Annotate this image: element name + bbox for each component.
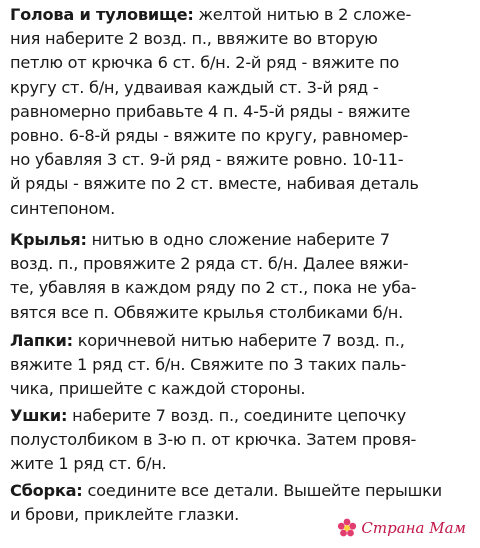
text-line: вяжите 1 ряд ст. б/н. Свяжите по 3 таких паль- [10,355,407,375]
section-heading: Ушки: [10,406,68,425]
text-line [10,404,472,428]
text-line [10,329,472,353]
section-text: желтой нитью в 2 сложе- [198,5,412,24]
text-line: й ряды - вяжите по 2 ст. вместе, набивая деталь [10,174,419,194]
section-wings [10,228,472,325]
text-line: но убавляя 3 ст. 9-й ряд - вяжите ровно. 10-11- [10,150,404,170]
section-text: соедините все детали. Вышейте перышки [87,481,442,500]
section-paws [10,329,472,402]
text-line [10,3,472,27]
text-line: ровно. 6-8-й ряды - вяжите по кругу, равномер- [10,125,409,145]
section-heading: Крылья: [10,230,87,249]
section-text: нитью в одно сложение наберите 7 [91,230,390,249]
text-line [10,228,472,252]
text-line: жите 1 ряд ст. б/н. [10,454,167,474]
text-line: те, убавляя в каждом ряду по 2 ст., пока не уба- [10,278,417,298]
section-heading: Голова и туловище: [10,5,194,24]
text-line: ния наберите 2 возд. п., ввяжите во вторую [10,29,378,49]
section-text: коричневой нитью наберите 7 возд. п., [77,331,405,350]
section-head-body [10,3,472,221]
text-line: синтепоном. [10,198,115,218]
flower-logo-icon [336,517,358,539]
section-heading: Лапки: [10,331,73,350]
text-line: и брови, приклейте глазки. [10,505,240,525]
text-line [10,479,472,503]
text-line: возд. п., провяжите 2 ряда ст. б/н. Далее вяжи- [10,254,409,274]
section-ears [10,404,472,477]
text-line: полустолбиком в 3-ю п. от крючка. Затем провя- [10,430,417,450]
section-heading: Сборка: [10,481,83,500]
site-watermark [336,515,466,541]
text-line: петлю от крючка 6 ст. б/н. 2-й ряд - вяжите по [10,53,400,73]
text-line: равномерно прибавьте 4 п. 4-5-й ряды - вяжите [10,101,411,121]
text-line: чика, пришейте с каждой стороны. [10,379,306,399]
text-line: вятся все п. Обвяжите крылья столбиками б/н. [10,302,403,322]
section-text: наберите 7 возд. п., соедините цепочку [72,406,406,425]
watermark-text: Страна Мам [361,519,466,537]
text-line: кругу ст. б/н, удваивая каждый ст. 3-й ряд - [10,77,379,97]
